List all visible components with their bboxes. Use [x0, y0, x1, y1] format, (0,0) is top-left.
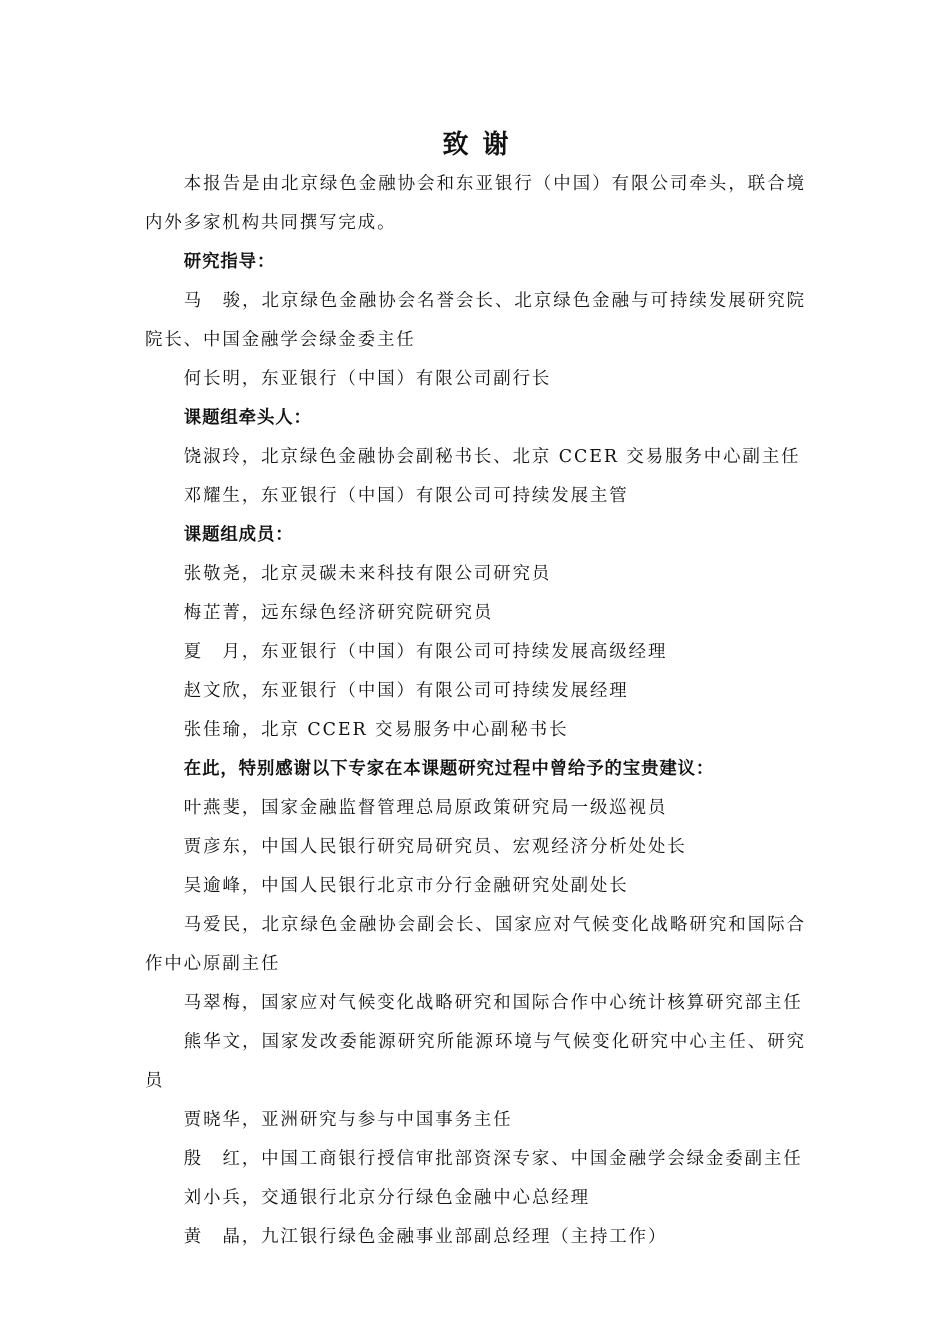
list-item: 邓耀生，东亚银行（中国）有限公司可持续发展主管 [183, 486, 629, 506]
list-item: 贾晓华，亚洲研究与参与中国事务主任 [183, 1110, 513, 1130]
section-heading-research-guidance: 研究指导： [183, 252, 276, 272]
list-item: 梅芷菁，远东绿色经济研究院研究员 [183, 603, 494, 623]
section-heading-project-members: 课题组成员： [183, 525, 294, 545]
list-item: 马翠梅，国家应对气候变化战略研究和国际合作中心统计核算研究部主任 [183, 993, 803, 1013]
section-heading-project-leads: 课题组牵头人： [183, 408, 312, 428]
intro-paragraph: 本报告是由北京绿色金融协会和东亚银行（中国）有限公司牵头，联合境内外多家机构共同撰写完成。 [145, 174, 806, 233]
list-item: 熊华文，国家发改委能源研究所能源环境与气候变化研究中心主任、研究员 [145, 1032, 806, 1091]
list-item: 张敬尧，北京灵碳未来科技有限公司研究员 [183, 564, 552, 584]
list-item: 赵文欣，东亚银行（中国）有限公司可持续发展经理 [183, 681, 629, 701]
list-item: 贾彦东，中国人民银行研究局研究员、宏观经济分析处处长 [183, 837, 687, 857]
list-item: 叶燕斐，国家金融监督管理总局原政策研究局一级巡视员 [183, 798, 668, 818]
list-item: 马爱民，北京绿色金融协会副会长、国家应对气候变化战略研究和国际合作中心原副主任 [145, 915, 806, 974]
page-title: 致谢 [442, 130, 523, 160]
list-item: 殷 红，中国工商银行授信审批部资深专家、中国金融学会绿金委副主任 [183, 1149, 803, 1169]
list-item: 饶淑玲，北京绿色金融协会副秘书长、北京 CCER 交易服务中心副主任 [183, 447, 801, 467]
list-item: 马 骏，北京绿色金融协会名誉会长、北京绿色金融与可持续发展研究院院长、中国金融学会绿金委主任 [145, 291, 806, 350]
list-item: 刘小兵，交通银行北京分行绿色金融中心总经理 [183, 1188, 590, 1208]
list-item: 吴逾峰，中国人民银行北京市分行金融研究处副处长 [183, 876, 629, 896]
list-item: 张佳瑜，北京 CCER 交易服务中心副秘书长 [183, 720, 569, 740]
list-item: 夏 月，东亚银行（中国）有限公司可持续发展高级经理 [183, 642, 668, 662]
list-item: 何长明，东亚银行（中国）有限公司副行长 [183, 369, 552, 389]
acknowledgements-page [145, 125, 806, 1257]
section-heading-special-thanks: 在此，特别感谢以下专家在本课题研究过程中曾给予的宝贵建议： [183, 759, 715, 779]
list-item: 黄 晶，九江银行绿色金融事业部副总经理（主持工作） [183, 1227, 668, 1247]
